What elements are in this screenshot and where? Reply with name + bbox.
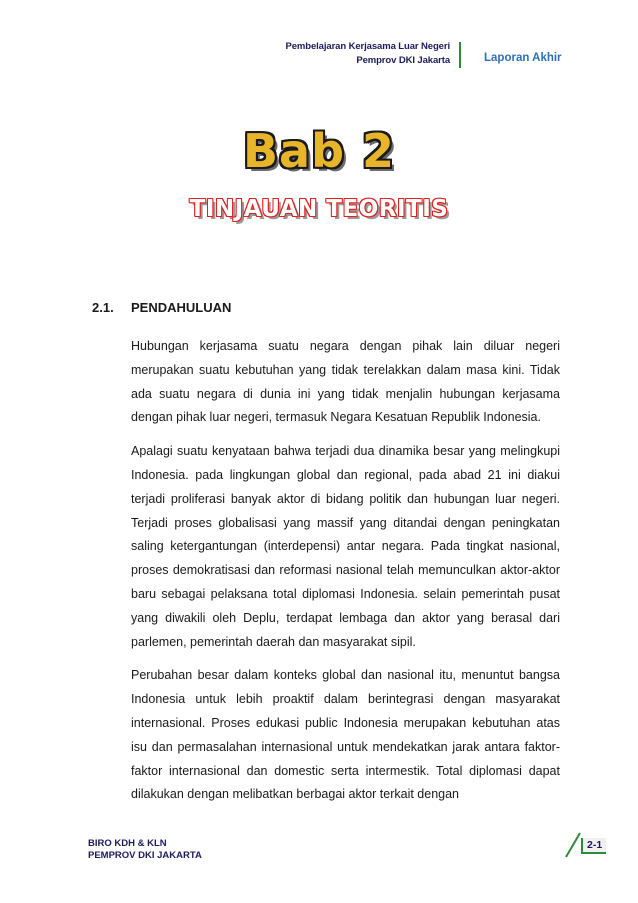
paragraph: Apalagi suatu kenyataan bahwa terjadi dua dinamika besar yang melingkupi Indonesia. pada lingkungan global dan regional, pada abad 21 ini diakui terjadi proliferasi banyak aktor di bidang politik dan hubungan luar negeri. Terjadi proses globalisasi yang massif yang ditandai dengan peningkatan saling ketergantungan (interdepensi) antar negara. Pada tingkat nasional, proses demokratisasi dan reformasi nasional telah memunculkan aktor-aktor baru sebagai pelaksana total diplomasi Indonesia. selain pemerintah pusat yang diwakili oleh Deplu, terdapat lembaga dan aktor yang berasal dari parlemen, pemerintah daerah dan masyarakat sipil. (131, 444, 560, 649)
chapter-label: Bab 2 (242, 124, 396, 178)
paragraph: Perubahan besar dalam konteks global dan nasional itu, menuntut bangsa Indonesia untuk lebih proaktif dalam berintegrasi dengan masyarakat internasional. Proses edukasi public Indonesia merupakan kebutuhan atas isu dan permasalahan internasional untuk mendekatkan jarak antara faktor-faktor internasional dan domestic serta intermestik. Total diplomasi dapat dilakukan dengan melibatkan berbagai aktor terkait dengan (131, 668, 560, 802)
footer-organization: PEMPROV DKI JAKARTA (88, 850, 202, 861)
footer-bureau: BIRO KDH & KLN (88, 838, 167, 849)
page-number: 2-1 (581, 838, 606, 854)
paragraph: Hubungan kerjasama suatu negara dengan pihak lain diluar negeri merupakan suatu kebutuhan yang tidak terelakkan dalam masa kini. Tidak ada suatu negara di dunia ini yang tidak menjalin hubungan kerjasama dengan pihak luar negeri, termasuk Negara Kesatuan Republik Indonesia. (131, 339, 560, 425)
header-project-title: Pembelajaran Kerjasama Luar Negeri (285, 41, 450, 52)
chapter-title: TINJAUAN TEORITIS (189, 196, 449, 222)
section-number: 2.1. (92, 300, 114, 315)
header-text (285, 40, 450, 68)
footer-text (88, 838, 202, 862)
page-header (0, 0, 638, 80)
header-report-label: Laporan Akhir (484, 52, 562, 64)
footer-slash-decoration (562, 831, 582, 859)
header-organization: Pemprov DKI Jakarta (356, 55, 450, 66)
header-divider (459, 42, 461, 68)
section-title: PENDAHULUAN (131, 300, 232, 315)
body-text (131, 335, 560, 817)
